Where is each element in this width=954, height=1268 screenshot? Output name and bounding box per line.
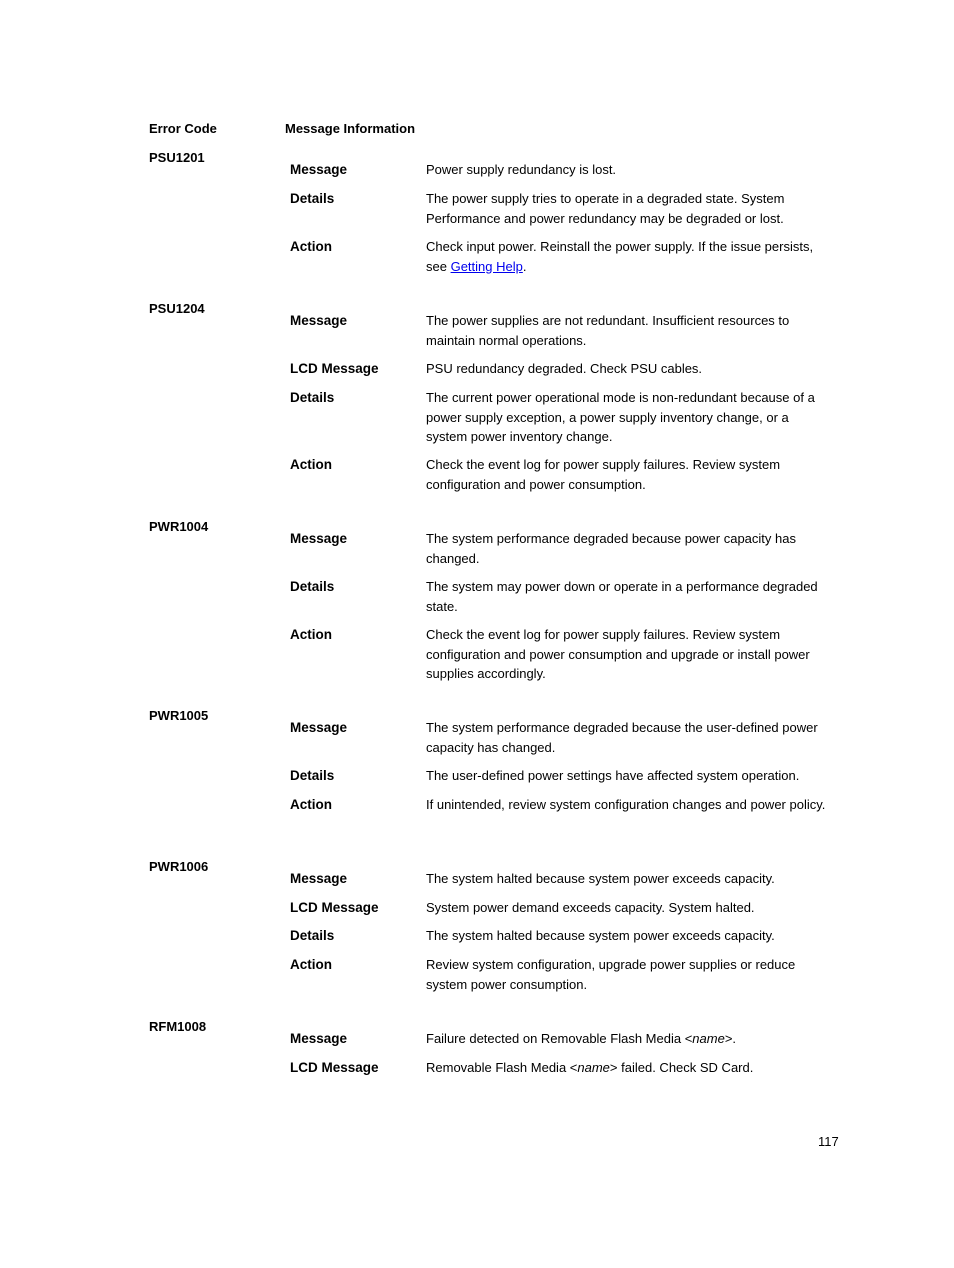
row-value <box>426 1058 826 1078</box>
row-label: LCD Message <box>290 1060 379 1075</box>
row-label: Message <box>290 720 348 735</box>
column-header-message-information: Message Information <box>285 121 416 136</box>
value-text: Failure detected on Removable Flash Media < <box>426 1031 693 1046</box>
row-label: Details <box>290 768 335 783</box>
row-label: Details <box>290 390 335 405</box>
row-label: Details <box>290 191 335 206</box>
row-label: Message <box>290 531 348 546</box>
row-value: System power demand exceeds capacity. System halted. <box>426 900 755 915</box>
row-value: The power supply tries to operate in a degraded state. System Performance and power redundancy may be degraded or lost. <box>426 191 785 226</box>
row-value: The power supplies are not redundant. Insufficient resources to maintain normal operations. <box>426 313 790 348</box>
page-number: 117 <box>818 1134 839 1149</box>
row-label: Details <box>290 928 335 943</box>
row-value: Check the event log for power supply failures. Review system configuration and power consumption. <box>426 457 781 492</box>
row-label: Message <box>290 1031 348 1046</box>
row-label: Details <box>290 579 335 594</box>
row-value: The system halted because system power exceeds capacity. <box>426 928 775 943</box>
row-label: Message <box>290 871 348 886</box>
row-value: The system performance degraded because power capacity has changed. <box>426 531 796 566</box>
error-code-pwr1005: PWR1005 <box>149 708 209 723</box>
error-code-pwr1004: PWR1004 <box>149 519 209 534</box>
row-label: LCD Message <box>290 361 379 376</box>
error-code-pwr1006: PWR1006 <box>149 859 209 874</box>
row-value: Check the event log for power supply failures. Review system configuration and power consumption and upgrade or install power supplies accordingly. <box>426 627 810 681</box>
value-text: . <box>522 258 527 274</box>
row-label: Message <box>290 313 348 328</box>
error-code-rfm1008: RFM1008 <box>149 1019 207 1034</box>
value-text: Removable Flash Media < <box>426 1060 578 1075</box>
row-label: Action <box>290 797 332 812</box>
row-label: Action <box>290 627 332 642</box>
row-value: Review system configuration, upgrade power supplies or reduce system power consumption. <box>426 957 796 992</box>
italic-placeholder: name <box>577 1060 610 1075</box>
row-value: The system halted because system power exceeds capacity. <box>426 871 775 886</box>
row-value: The user-defined power settings have affected system operation. <box>426 768 800 783</box>
value-text: Check input power. Reinstall the power supply. If the issue persists, see <box>426 239 814 274</box>
row-label: Message <box>290 162 348 177</box>
row-value: The system performance degraded because the user-defined power capacity has changed. <box>426 720 818 755</box>
column-header-error-code: Error Code <box>149 121 217 136</box>
row-value: Power supply redundancy is lost. <box>426 162 617 177</box>
error-code-psu1201: PSU1201 <box>149 150 205 165</box>
row-value <box>426 237 826 276</box>
value-text: > failed. Check SD Card. <box>609 1060 754 1075</box>
row-label: Action <box>290 957 332 972</box>
error-code-psu1204: PSU1204 <box>149 301 205 316</box>
value-text: >. <box>724 1031 737 1046</box>
row-value: The current power operational mode is non-redundant because of a power supply exception, a power supply inventory change, or a system power inventory change. <box>426 390 815 444</box>
row-value: The system may power down or operate in a performance degraded state. <box>426 579 818 614</box>
row-value: PSU redundancy degraded. Check PSU cables. <box>426 361 703 376</box>
row-label: LCD Message <box>290 900 379 915</box>
row-value <box>426 1029 826 1049</box>
italic-placeholder: name <box>692 1031 725 1046</box>
getting-help-link[interactable]: Getting Help <box>450 258 523 274</box>
row-label: Action <box>290 239 332 254</box>
row-label: Action <box>290 457 332 472</box>
row-value: If unintended, review system configuration changes and power policy. <box>426 797 826 812</box>
